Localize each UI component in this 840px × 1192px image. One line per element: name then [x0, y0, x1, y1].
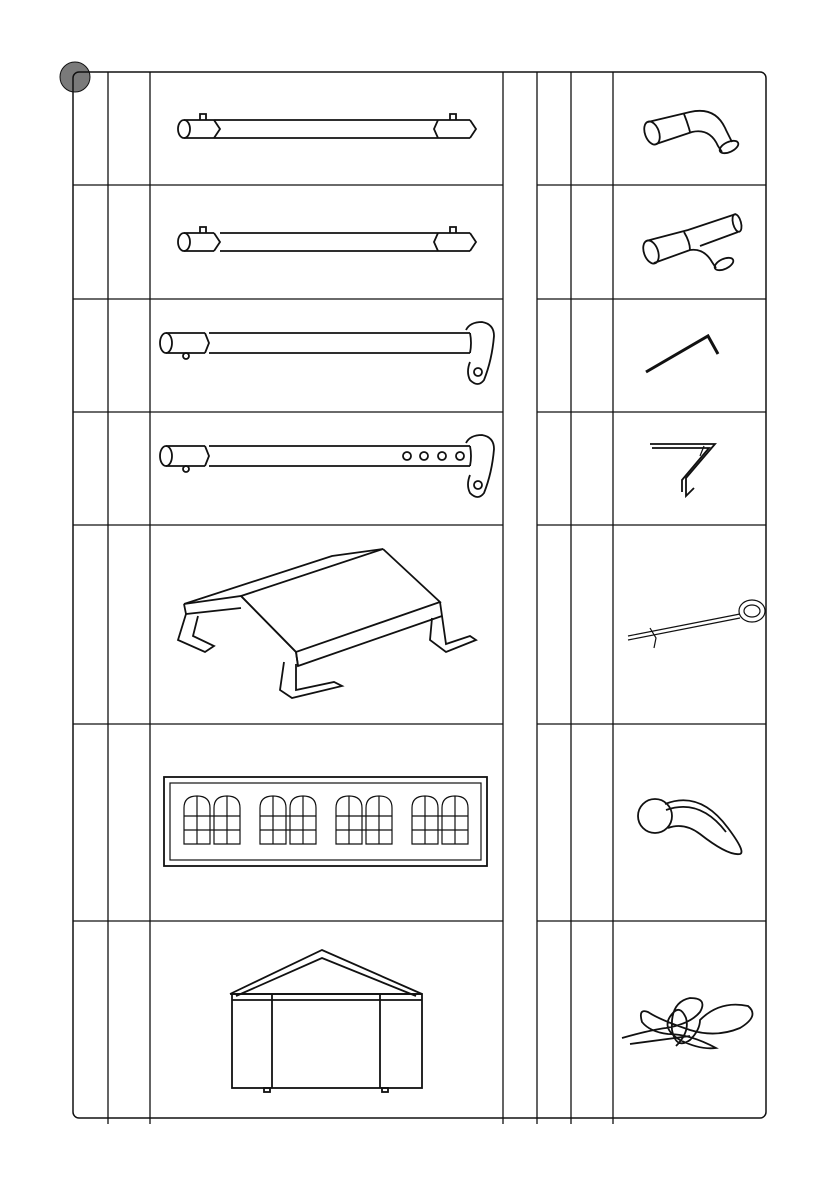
straight-pole-b-icon — [178, 227, 476, 251]
window-group-3 — [336, 796, 392, 844]
parts-table-frame — [73, 72, 766, 1118]
straight-pole-a-icon — [178, 114, 476, 138]
rope-icon — [622, 998, 753, 1048]
z-bracket-icon — [650, 444, 715, 496]
window-side-wall-icon — [164, 777, 487, 866]
roof-cover-icon — [178, 549, 476, 698]
window-group-4 — [412, 796, 468, 844]
end-wall-with-door-icon — [230, 950, 422, 1092]
angle-bracket-icon — [646, 336, 718, 372]
t-connector-icon — [640, 213, 743, 272]
window-group-2 — [260, 796, 316, 844]
corner-connector-icon — [641, 111, 740, 156]
window-group-1 — [184, 796, 240, 844]
eave-pole-icon — [160, 322, 494, 384]
ball-bungee-icon — [638, 799, 742, 854]
eave-pole-with-holes-icon — [160, 435, 494, 497]
section-marker-circle — [60, 62, 90, 92]
ground-stake-icon — [628, 600, 765, 648]
